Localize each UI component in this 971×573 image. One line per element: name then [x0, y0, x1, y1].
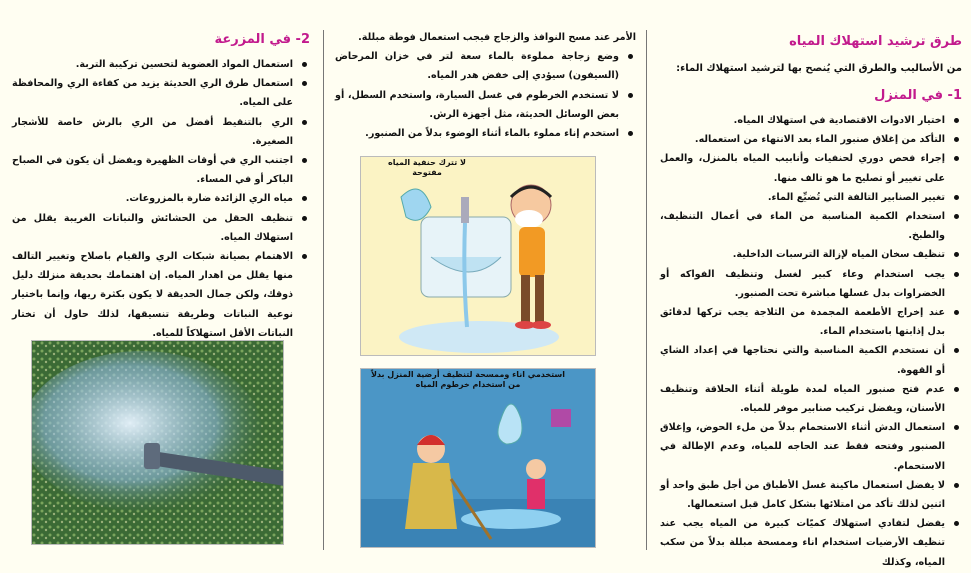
faucet-cartoon-image — [361, 157, 596, 356]
intro-text: من الأساليب والطرق التي يُنصح بها لترشيد استهلاك الماء: — [676, 63, 962, 74]
list-item: اختيار الادوات الاقتصادية في استهلاك المياه. — [660, 111, 962, 130]
column-divider — [323, 30, 324, 550]
leaking-pipe-photo-image — [32, 341, 284, 545]
faucet-caption: لا تترك حنفية المياه مفتوحة — [388, 158, 466, 177]
list-item: اجتنب الري في أوقات الظهيرة ويفضل أن يكون في الصباح الباكر أو في المساء. — [12, 151, 310, 189]
home-tips-continued-list — [335, 28, 636, 143]
farm-tips-list — [12, 55, 310, 343]
list-item: التأكد من إغلاق صنبور الماء بعد الانتهاء من استعماله. — [660, 130, 962, 149]
list-item: يجب استخدام وعاء كبير لغسل وتنظيف الفواكه أو الخضراوات بدل غسلها مباشرة تحت الصنبور. — [660, 265, 962, 303]
mopping-caption: استخدمي اناء وممسحة لتنظيف أرضية المنزل بدلاً من استخدام خرطوم المياه — [370, 370, 566, 389]
list-item: لا تستخدم الخرطوم في غسل السيارة، واستخدم السطل، أو بعض الوسائل الحديثة، مثل أجهزة الرش. — [335, 86, 636, 124]
home-tips-list — [660, 111, 962, 572]
list-item: مياه الري الزائدة ضارة بالمزروعات. — [12, 189, 310, 208]
list-item: تنظيف الحقل من الحشائش والنباتات الغريبة يقلل من استهلاك المياه. — [12, 209, 310, 247]
list-item: الري بالتنقيط أفضل من الري بالرش خاصة للأشجار الصغيرة. — [12, 113, 310, 151]
list-item-continuation: الأمر عند مسح النوافذ والزجاج فيجب استعمال فوطة مبللة. — [358, 32, 636, 43]
list-item: استخدم إناء مملوء بالماء أثناء الوضوء بدلاً من الصنبور. — [335, 124, 636, 143]
page-title: طرق ترشيد استهلاك المياه — [789, 34, 962, 49]
mopping-cartoon-image — [361, 369, 596, 548]
list-item: استعمال طرق الري الحديثة يزيد من كفاءة الري والمحافظة على المياه. — [12, 74, 310, 112]
list-item: تنظيف سخان المياه لإزالة الترسبات الداخلية. — [660, 245, 962, 264]
illustration-faucet — [360, 156, 596, 356]
illustration-mopping — [360, 368, 596, 548]
column-divider — [646, 30, 647, 550]
list-item: إجراء فحص دوري لحنفيات وأنابيب المياه بالمنزل، والعمل على تغيير أو تصليح ما هو تالف منها. — [660, 149, 962, 187]
list-item: وضع زجاجة مملوءة بالماء سعة لتر في خزان المرحاض (السيفون) سيؤدي إلى خفض هدر المياه. — [335, 47, 636, 85]
photo-leaking-pipe — [31, 340, 284, 545]
section-farm-heading: 2- في المزرعة — [214, 32, 310, 47]
list-item: استخدام الكمية المناسبة من الماء في أعمال التنظيف، والطبخ. — [660, 207, 962, 245]
list-item: أن نستخدم الكمية المناسبة والتي نحتاجها في إعداد الشاي أو القهوة. — [660, 341, 962, 379]
section-home-heading: 1- في المنزل — [874, 88, 962, 103]
list-item: يفضل لتفادي استهلاك كميّات كبيرة من المياه يجب عند تنظيف الأرضيات استخدام اناء وممسحة مبللة بدلاً من سكب المياه، وكذلك — [660, 514, 962, 572]
list-item: استعمال المواد العضوية لتحسين تركيبة التربة. — [12, 55, 310, 74]
list-item: عدم فتح صنبور المياه لمدة طويلة أثناء الحلاقة وتنظيف الأسنان، ويفضل تركيب صنابير موفر للمياه. — [660, 380, 962, 418]
list-item: الاهتمام بصيانة شبكات الري والقيام باصلاح وتغيير التالف منها يقلل من اهدار المياه. إن اهتمامك بحديقة منزلك دليل ذوقك، ولكن جمال الحديقة لا يكون بكثرة ريها، وإنما باختيار نوعية النباتات وطريقة تنسيقها، لذلك حاول أن تختار النباتات الأقل استهلاكاً للمياه. — [12, 247, 310, 343]
list-item: تغيير الصنابير التالفة التي تُضيِّع الماء. — [660, 188, 962, 207]
list-item: عند إخراج الأطعمة المجمدة من الثلاجة يجب تركها لدقائق بدل إذابتها باستخدام الماء. — [660, 303, 962, 341]
column-home — [652, 0, 966, 573]
list-item: لا يفضل استعمال ماكينة غسل الأطباق من أجل طبق واحد أو اثنين لذلك تأكد من امتلائها بشكل كامل قبل استعمالها. — [660, 476, 962, 514]
list-item: استعمال الدش أثناء الاستحمام بدلاً من ملء الحوض، وإغلاق الصنبور وفتحه فقط عند الحاجه للمياه، وعدم الإطالة في الاستحمام. — [660, 418, 962, 476]
